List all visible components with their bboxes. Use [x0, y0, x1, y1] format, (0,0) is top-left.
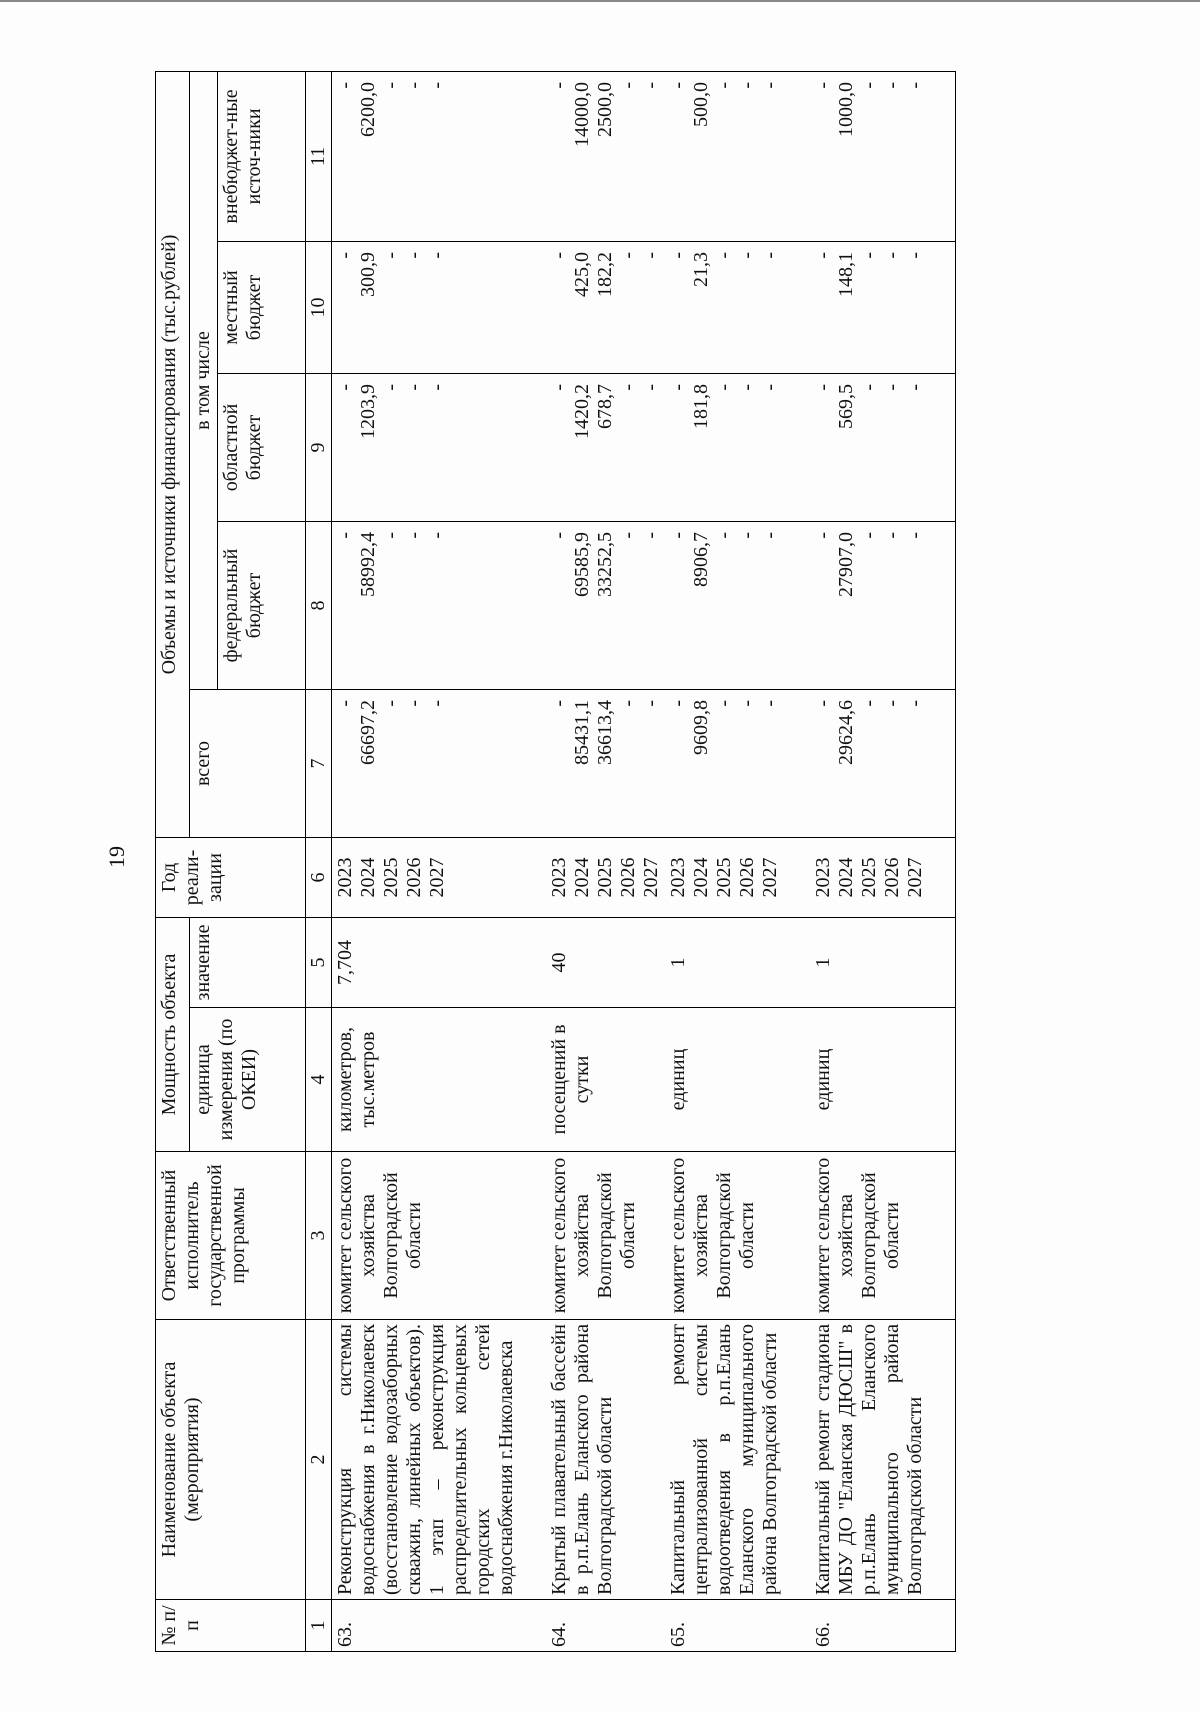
offbudget-value: - [812, 81, 834, 89]
local-cell [546, 242, 665, 374]
capacity-unit: километров, тыс.метров [332, 1008, 547, 1152]
local-value: - [858, 252, 880, 259]
year-value: 2027 [759, 857, 781, 898]
offbudget-value: - [858, 81, 880, 89]
total-value: 9609,8 [690, 700, 712, 755]
regional-value: - [380, 384, 402, 391]
regional-value: 569,5 [835, 384, 857, 429]
total-cell [546, 690, 665, 838]
table-body [332, 71, 956, 1651]
total-value: - [334, 700, 356, 707]
header-funding: Объемы и источники финансирования (тыс.рублей) [156, 71, 190, 837]
offbudget-value: - [667, 81, 689, 89]
offbudget-value: - [334, 81, 356, 89]
year-value: 2026 [403, 857, 425, 898]
federal-value: - [713, 532, 735, 539]
federal-value: - [640, 532, 662, 539]
table-row [546, 71, 665, 1651]
year-value: 2025 [713, 857, 735, 898]
local-value: - [548, 252, 570, 259]
offbudget-cell [546, 71, 665, 241]
col-number: 10 [306, 242, 332, 374]
total-value: - [736, 700, 758, 707]
regional-value: - [713, 384, 735, 391]
capacity-unit: посещений в сутки [546, 1008, 665, 1152]
federal-value: - [617, 532, 639, 539]
federal-value: - [812, 532, 834, 539]
regional-value: - [812, 384, 834, 391]
year-value: 2024 [690, 857, 712, 898]
executor: комитет сельского хозяйства Волгоградской области [332, 1152, 547, 1320]
local-value: - [667, 252, 689, 259]
total-cell [810, 690, 956, 838]
year-value: 2023 [334, 857, 356, 898]
offbudget-value: - [759, 81, 781, 89]
header-unit: единица измерения (по ОКЕИ) [190, 1008, 306, 1152]
total-value: 36613,4 [594, 700, 616, 765]
header-total: всего [190, 690, 306, 838]
federal-cell [546, 522, 665, 690]
year-value: 2023 [667, 857, 689, 898]
total-value: - [667, 700, 689, 707]
federal-value: - [881, 532, 903, 539]
total-value: 85431,1 [571, 700, 593, 765]
total-value: 66697,2 [357, 700, 379, 765]
year-value: 2027 [904, 857, 926, 898]
executor: комитет сельского хозяйства Волгоградской области [810, 1152, 956, 1320]
federal-value: - [380, 532, 402, 539]
regional-value: - [858, 384, 880, 391]
total-value: - [617, 700, 639, 707]
federal-value: 58992,4 [357, 532, 379, 597]
offbudget-value: - [426, 81, 448, 89]
offbudget-value: - [380, 81, 402, 89]
header-year: Год реали-зации [156, 838, 306, 918]
local-value: - [812, 252, 834, 259]
local-value: - [426, 252, 448, 259]
federal-value: - [736, 532, 758, 539]
local-value: - [640, 252, 662, 259]
header-regional: областной бюджет [218, 374, 306, 522]
regional-value: - [736, 384, 758, 391]
col-number: 3 [306, 1152, 332, 1320]
federal-value: - [667, 532, 689, 539]
total-value: - [858, 700, 880, 707]
capacity-value: 1 [810, 918, 956, 1008]
header-offbudget: внебюджет-ные источ-ники [218, 71, 306, 241]
object-name: Реконструкция системы водоснабжения в г.Николаевск (восстановление водозаборных скважин, линейных объектов). 1 этап – реконструкция распределительных кольцевых городских сетей водоснабжения г.Николаевска [332, 1320, 547, 1600]
local-value: - [617, 252, 639, 259]
local-value: - [380, 252, 402, 259]
year-value: 2027 [426, 857, 448, 898]
total-value: - [812, 700, 834, 707]
row-number: 66. [810, 1600, 956, 1652]
regional-value: - [759, 384, 781, 391]
year-value: 2026 [736, 857, 758, 898]
header-name: Наименование объекта (мероприятия) [156, 1320, 306, 1600]
local-value: - [904, 252, 926, 259]
object-name: Капитальный ремонт централизованной системы водоотведения в р.п.Елань Еланского муниципального района Волгоградской области [665, 1320, 810, 1600]
federal-value: - [403, 532, 425, 539]
regional-value: - [667, 384, 689, 391]
local-value: - [759, 252, 781, 259]
row-number: 63. [332, 1600, 547, 1652]
scan-edge [0, 0, 1200, 2]
offbudget-value: 2500,0 [594, 81, 616, 137]
years-cell [546, 838, 665, 918]
offbudget-value: - [881, 81, 903, 89]
col-number: 9 [306, 374, 332, 522]
table-row [665, 71, 810, 1651]
table-row [810, 71, 956, 1651]
total-value: - [881, 700, 903, 707]
local-cell [810, 242, 956, 374]
total-value: 29624,6 [835, 700, 857, 765]
header-value: значение [190, 918, 306, 1008]
regional-value: - [403, 384, 425, 391]
local-cell [332, 242, 547, 374]
year-value: 2025 [858, 857, 880, 898]
local-value: 182,2 [594, 252, 616, 297]
column-number-row [306, 71, 332, 1651]
capacity-unit: единиц [810, 1008, 956, 1152]
header-num: № п/п [156, 1600, 306, 1652]
header-capacity: Мощность объекта [156, 918, 190, 1152]
capacity-value: 40 [546, 918, 665, 1008]
federal-value: 27907,0 [835, 532, 857, 597]
offbudget-value: 14000,0 [571, 81, 593, 147]
year-value: 2023 [812, 857, 834, 898]
total-value: - [426, 700, 448, 707]
page-number: 19 [104, 846, 129, 868]
year-value: 2025 [380, 857, 402, 898]
row-number: 64. [546, 1600, 665, 1652]
federal-value: 8906,7 [690, 532, 712, 587]
federal-value: 33252,5 [594, 532, 616, 597]
federal-value: - [334, 532, 356, 539]
row-number: 65. [665, 1600, 810, 1652]
offbudget-value: - [904, 81, 926, 89]
regional-cell [665, 374, 810, 522]
federal-value: - [759, 532, 781, 539]
total-cell [665, 690, 810, 838]
offbudget-value: - [713, 81, 735, 89]
total-value: - [904, 700, 926, 707]
federal-cell [665, 522, 810, 690]
header-executor: Ответственный исполнитель государственной программы [156, 1152, 306, 1320]
offbudget-value: - [640, 81, 662, 89]
local-value: 425,0 [571, 252, 593, 297]
capacity-value: 1 [665, 918, 810, 1008]
local-cell [665, 242, 810, 374]
header-federal: федеральный бюджет [218, 522, 306, 690]
local-value: - [334, 252, 356, 259]
regional-value: - [548, 384, 570, 391]
local-value: - [713, 252, 735, 259]
object-name: Капитальный ремонт стадиона МБУ ДО "Еланская ДЮСШ" в р.п.Елань Еланского муниципального района Волгоградской области [810, 1320, 956, 1600]
header-local: местный бюджет [218, 242, 306, 374]
regional-value: - [426, 384, 448, 391]
years-cell [810, 838, 956, 918]
total-value: - [548, 700, 570, 707]
local-value: - [736, 252, 758, 259]
year-value: 2025 [594, 857, 616, 898]
federal-value: - [548, 532, 570, 539]
offbudget-cell [665, 71, 810, 241]
regional-value: - [881, 384, 903, 391]
financing-table [155, 71, 956, 1652]
offbudget-value: 1000,0 [835, 81, 857, 137]
federal-value: - [426, 532, 448, 539]
capacity-unit: единиц [665, 1008, 810, 1152]
col-number: 8 [306, 522, 332, 690]
regional-value: 1420,2 [571, 384, 593, 439]
federal-value: 69585,9 [571, 532, 593, 597]
col-number: 2 [306, 1320, 332, 1600]
regional-value: 1203,9 [357, 384, 379, 439]
local-value: 300,9 [357, 252, 379, 297]
col-number: 7 [306, 690, 332, 838]
offbudget-value: 500,0 [690, 81, 712, 127]
col-number: 11 [306, 71, 332, 241]
offbudget-value: - [617, 81, 639, 89]
offbudget-value: 6200,0 [357, 81, 379, 137]
year-value: 2026 [617, 857, 639, 898]
regional-value: 181,8 [690, 384, 712, 429]
col-number: 4 [306, 1008, 332, 1152]
header-including: в том числе [190, 71, 218, 689]
regional-value: - [334, 384, 356, 391]
regional-value: - [640, 384, 662, 391]
federal-cell [332, 522, 547, 690]
offbudget-cell [810, 71, 956, 241]
offbudget-value: - [736, 81, 758, 89]
total-value: - [713, 700, 735, 707]
table-row [332, 71, 547, 1651]
col-number: 6 [306, 838, 332, 918]
local-value: 148,1 [835, 252, 857, 297]
executor: комитет сельского хозяйства Волгоградской области [665, 1152, 810, 1320]
col-number: 1 [306, 1600, 332, 1652]
years-cell [332, 838, 547, 918]
federal-value: - [904, 532, 926, 539]
regional-value: - [904, 384, 926, 391]
year-value: 2027 [640, 857, 662, 898]
years-cell [665, 838, 810, 918]
total-value: - [640, 700, 662, 707]
total-cell [332, 690, 547, 838]
total-value: - [403, 700, 425, 707]
year-value: 2024 [357, 857, 379, 898]
rotated-table-container [155, 72, 1065, 1652]
year-value: 2026 [881, 857, 903, 898]
federal-value: - [858, 532, 880, 539]
year-value: 2024 [835, 857, 857, 898]
regional-value: - [617, 384, 639, 391]
offbudget-cell [332, 71, 547, 241]
executor: комитет сельского хозяйства Волгоградской области [546, 1152, 665, 1320]
offbudget-value: - [403, 81, 425, 89]
local-value: 21,3 [690, 252, 712, 287]
local-value: - [403, 252, 425, 259]
total-value: - [759, 700, 781, 707]
total-value: - [380, 700, 402, 707]
capacity-value: 7,704 [332, 918, 547, 1008]
year-value: 2024 [571, 857, 593, 898]
regional-cell [546, 374, 665, 522]
regional-cell [810, 374, 956, 522]
regional-cell [332, 374, 547, 522]
col-number: 5 [306, 918, 332, 1008]
year-value: 2023 [548, 857, 570, 898]
object-name: Крытый плавательный бассейн в р.п.Елань Еланского района Волгоградской области [546, 1320, 665, 1600]
federal-cell [810, 522, 956, 690]
local-value: - [881, 252, 903, 259]
offbudget-value: - [548, 81, 570, 89]
regional-value: 678,7 [594, 384, 616, 429]
